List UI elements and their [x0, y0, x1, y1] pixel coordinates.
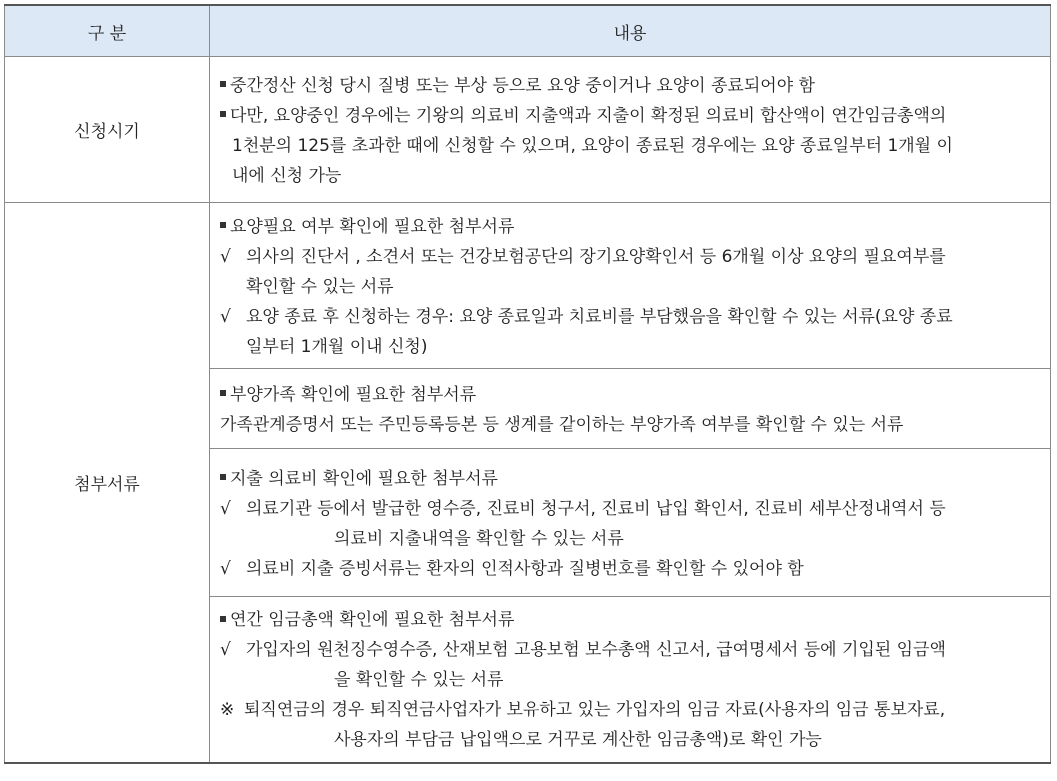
check-mark-icon: √: [220, 306, 231, 327]
section-title: 지출 의료비 확인에 필요한 첨부서류: [220, 464, 1040, 494]
row-attachments-medical-need: [5, 203, 1051, 369]
header-content: 내용: [210, 5, 1051, 57]
section-text: 가족관계증명서 또는 주민등록등본 등 생계를 같이하는 부양가족 여부를 확인할 수 있는 서류: [220, 414, 904, 435]
bullet-square-icon: [220, 101, 230, 131]
bullet-square-icon: [220, 71, 230, 101]
content-application-timing: [210, 57, 1051, 203]
list-item: 중간정산 신청 당시 질병 또는 부상 등으로 요양 중이거나 요양이 종료되어야 함: [220, 71, 1040, 101]
check-mark-icon: √: [220, 246, 231, 267]
content-medical-expenses: [210, 449, 1051, 597]
list-item: √ 가입자의 원천징수영수증, 산재보험 고용보험 보수총액 신고서, 급여명세서 등에 기입된 임금액: [220, 635, 1040, 665]
list-item-continuation: 내에 신청 가능: [232, 165, 342, 186]
list-item-continuation: 일부터 1개월 이내 신청): [246, 336, 428, 357]
list-item-continuation: 의료비 지출내역을 확인할 수 있는 서류: [334, 528, 624, 549]
content-dependents: [210, 369, 1051, 449]
bullet-square-icon: [220, 605, 230, 635]
section-title: 부양가족 확인에 필요한 첨부서류: [220, 380, 1040, 410]
section-title: 연간 임금총액 확인에 필요한 첨부서류: [220, 605, 1040, 635]
list-item: √ 요양 종료 후 신청하는 경우: 요양 종료일과 치료비를 부담했음을 확인할 수 있는 서류(요양 종료: [220, 302, 1040, 332]
info-table: [4, 4, 1051, 764]
list-item: √ 의료비 지출 증빙서류는 환자의 인적사항과 질병번호를 확인할 수 있어야 함: [220, 554, 1040, 584]
bullet-square-icon: [220, 464, 230, 494]
check-mark-icon: √: [220, 640, 231, 661]
header-category: 구 분: [5, 5, 210, 57]
category-application-timing: 신청시기: [5, 57, 210, 203]
content-medical-need: [210, 203, 1051, 369]
list-item: √ 의료기관 등에서 발급한 영수증, 진료비 청구서, 진료비 납입 확인서, 진료비 세부산정내역서 등: [220, 494, 1040, 524]
content-annual-wages: [210, 597, 1051, 763]
list-item-continuation: 을 확인할 수 있는 서류: [334, 670, 504, 691]
section-title: 요양필요 여부 확인에 필요한 첨부서류: [220, 212, 1040, 242]
category-attachments: 첨부서류: [5, 203, 210, 763]
list-item-continuation: 1천분의 125를 초과한 때에 신청할 수 있으며, 요양이 종료된 경우에는 요양 종료일부터 1개월 이: [232, 135, 953, 156]
list-item: 다만, 요양중인 경우에는 기왕의 의료비 지출액과 지출이 확정된 의료비 합산액이 연간임금총액의: [220, 101, 1040, 131]
list-item-continuation: 확인할 수 있는 서류: [246, 276, 394, 297]
document-table-wrapper: [4, 4, 1051, 764]
header-row: [5, 5, 1051, 57]
check-mark-icon: √: [220, 498, 231, 519]
reference-mark-icon: ※: [220, 700, 235, 721]
check-mark-icon: √: [220, 558, 231, 579]
note-continuation: 사용자의 부담금 납입액으로 거꾸로 계산한 임금총액)로 확인 가능: [334, 730, 822, 751]
note-item: ※ 퇴직연금의 경우 퇴직연금사업자가 보유하고 있는 가입자의 임금 자료(사용자의 임금 통보자료,: [220, 695, 1040, 725]
bullet-square-icon: [220, 212, 230, 242]
row-application-timing: [5, 57, 1051, 203]
bullet-square-icon: [220, 380, 230, 410]
list-item: √ 의사의 진단서 , 소견서 또는 건강보험공단의 장기요양확인서 등 6개월 이상 요양의 필요여부를: [220, 242, 1040, 272]
